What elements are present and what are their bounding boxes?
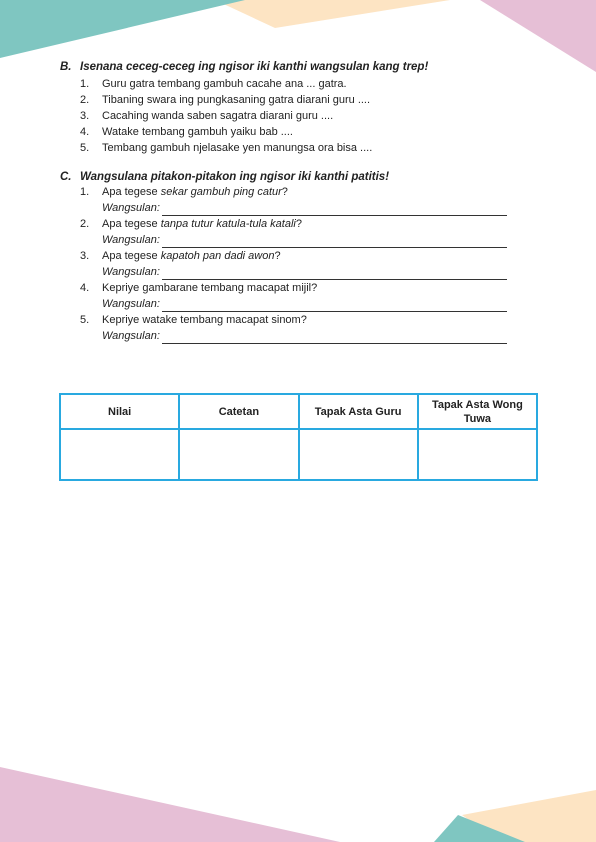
list-item xyxy=(60,76,540,92)
question-text xyxy=(102,248,281,264)
question-text-plain: Apa tegese xyxy=(102,218,161,230)
item-number: 2. xyxy=(80,218,90,230)
item-number: 3. xyxy=(80,110,90,122)
question-item xyxy=(60,184,540,216)
table-row xyxy=(60,429,537,480)
question-text-italic: tanpa tutur katula-tula katali xyxy=(160,218,296,230)
answer-label: Wangsulan: xyxy=(102,298,160,310)
tapak-asta-wong-tuwa-cell[interactable] xyxy=(418,429,537,480)
section-c-title: Wangsulana pitakon-pitakon ing ngisor iki kanthi patitis! xyxy=(80,171,390,183)
question-text-italic: sekar gambuh ping catur xyxy=(160,186,282,198)
list-item xyxy=(60,140,540,156)
section-b-list xyxy=(60,76,540,156)
score-signature-table xyxy=(59,393,538,481)
bottom-teal-triangle xyxy=(434,815,525,842)
item-number: 1. xyxy=(80,186,90,198)
item-text: Guru gatra tembang gambuh cacahe ana ... gatra. xyxy=(102,78,347,90)
list-item xyxy=(60,124,540,140)
answer-label: Wangsulan: xyxy=(102,202,160,214)
section-b-letter: B. xyxy=(60,61,72,73)
item-text: Tibaning swara ing pungkasaning gatra diarani guru .... xyxy=(102,94,371,106)
header-tapak-asta-guru: Tapak Asta Guru xyxy=(299,394,418,429)
section-c-heading xyxy=(60,170,540,184)
section-c-letter: C. xyxy=(60,171,72,183)
header-nilai: Nilai xyxy=(60,394,179,429)
list-item xyxy=(60,92,540,108)
bottom-pink-triangle xyxy=(0,767,340,842)
question-item xyxy=(60,216,540,248)
section-b-heading xyxy=(60,60,540,74)
top-teal-triangle xyxy=(0,0,245,58)
item-number: 3. xyxy=(80,250,90,262)
bottom-peach-triangle xyxy=(462,790,596,842)
item-number: 5. xyxy=(80,142,90,154)
answer-line[interactable] xyxy=(162,202,507,216)
top-peach-triangle xyxy=(215,0,450,28)
question-text: Kepriye watake tembang macapat sinom? xyxy=(102,314,307,326)
question-text: Kepriye gambarane tembang macapat mijil? xyxy=(102,282,318,294)
answer-label: Wangsulan: xyxy=(102,266,160,278)
question-item xyxy=(60,312,540,344)
item-number: 4. xyxy=(80,126,90,138)
question-text-end: ? xyxy=(295,218,302,230)
item-number: 4. xyxy=(80,282,90,294)
question-text xyxy=(102,216,302,232)
section-b-title: Isenana ceceg-ceceg ing ngisor iki kanthi wangsulan kang trep! xyxy=(80,61,429,73)
tapak-asta-guru-cell[interactable] xyxy=(299,429,418,480)
item-number: 1. xyxy=(80,78,90,90)
question-text-end: ? xyxy=(274,250,281,262)
nilai-cell[interactable] xyxy=(60,429,179,480)
answer-line[interactable] xyxy=(162,234,507,248)
header-catetan: Catetan xyxy=(179,394,298,429)
answer-line[interactable] xyxy=(162,298,507,312)
item-number: 5. xyxy=(80,314,90,326)
section-c xyxy=(60,170,540,344)
question-item xyxy=(60,248,540,280)
question-text-plain: Apa tegese xyxy=(102,186,161,198)
item-text: Tembang gambuh njelasake yen manungsa ora bisa .... xyxy=(102,142,373,154)
question-text-end: ? xyxy=(281,186,288,198)
question-text-italic: kapatoh pan dadi awon xyxy=(160,250,275,262)
answer-label: Wangsulan: xyxy=(102,330,160,342)
list-item xyxy=(60,108,540,124)
table-header-row xyxy=(60,394,537,429)
answer-label: Wangsulan: xyxy=(102,234,160,246)
catetan-cell[interactable] xyxy=(179,429,298,480)
question-text-plain: Apa tegese xyxy=(102,250,161,262)
answer-line[interactable] xyxy=(162,330,507,344)
question-text xyxy=(102,184,288,200)
section-b xyxy=(60,60,540,156)
answer-line[interactable] xyxy=(162,266,507,280)
question-item xyxy=(60,280,540,312)
item-text: Cacahing wanda saben sagatra diarani guru .... xyxy=(102,110,334,122)
item-number: 2. xyxy=(80,94,90,106)
header-tapak-asta-wong-tuwa: Tapak Asta Wong Tuwa xyxy=(418,394,537,429)
item-text: Watake tembang gambuh yaiku bab .... xyxy=(102,126,293,138)
